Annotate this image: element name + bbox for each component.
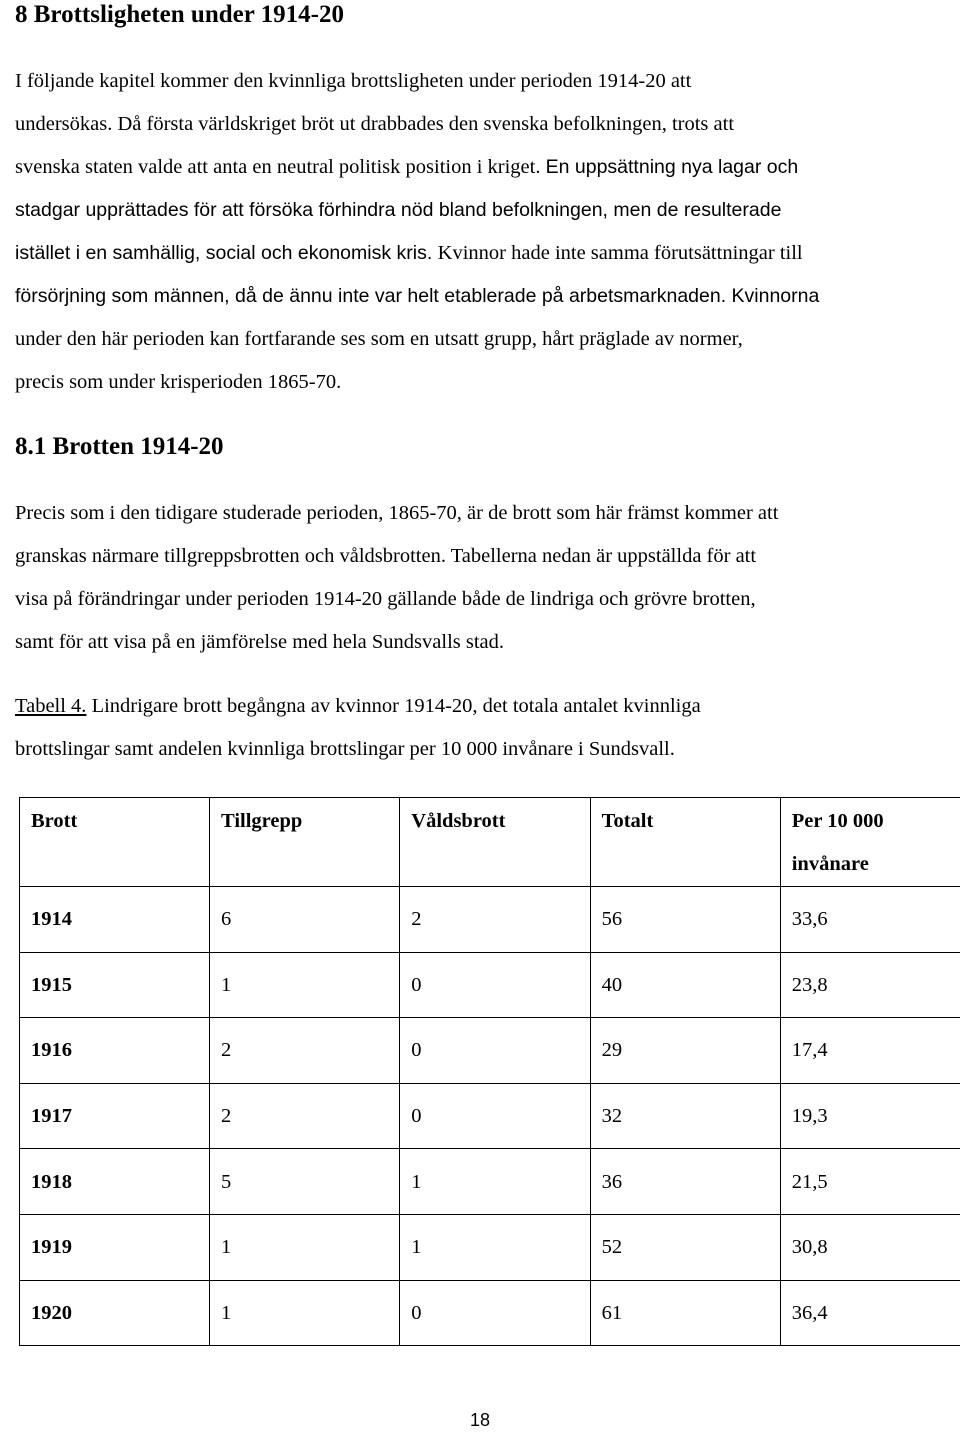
section-heading: 8.1 Brotten 1914-20 <box>15 433 224 460</box>
year-cell: 1915 <box>20 952 210 1018</box>
table-cell: 1 <box>210 1214 400 1280</box>
year-cell: 1919 <box>20 1214 210 1280</box>
year-cell: 1920 <box>20 1280 210 1346</box>
paragraph-line: svenska staten valde att anta en neutral politisk position i kriget. En uppsättning nya lagar och <box>15 156 799 178</box>
table-cell: 40 <box>590 952 780 1018</box>
table-cell: 2 <box>210 1083 400 1149</box>
section-paragraph <box>15 492 955 664</box>
table-cell: 33,6 <box>780 887 960 953</box>
table-cell: 1 <box>400 1214 590 1280</box>
table-cell: 52 <box>590 1214 780 1280</box>
paragraph-line: precis som under krisperioden 1865-70. <box>15 371 342 393</box>
table-row <box>20 1018 960 1084</box>
header-cell: Per 10 000 invånare <box>780 798 960 887</box>
intro-paragraph <box>15 60 955 404</box>
paragraph-line: under den här perioden kan fortfarande ses som en utsatt grupp, hårt präglade av normer, <box>15 328 743 350</box>
table-cell: 0 <box>400 1083 590 1149</box>
table-cell: 19,3 <box>780 1083 960 1149</box>
paragraph-line: samt för att visa på en jämförelse med hela Sundsvalls stad. <box>15 631 505 653</box>
paragraph-line: istället i en samhällig, social och ekonomisk kris. Kvinnor hade inte samma förutsättningar till <box>15 242 803 264</box>
table-cell: 2 <box>400 887 590 953</box>
table-row <box>20 1214 960 1280</box>
table-cell: 32 <box>590 1083 780 1149</box>
paragraph-line: stadgar upprättades för att försöka förhindra nöd bland befolkningen, men de resulterade <box>15 199 782 221</box>
paragraph-line: I följande kapitel kommer den kvinnliga brottsligheten under perioden 1914-20 att <box>15 70 692 92</box>
caption-label: Tabell 4. <box>15 695 87 717</box>
crime-table <box>19 797 960 1346</box>
paragraph-line: granskas närmare tillgreppsbrotten och våldsbrotten. Tabellerna nedan är uppställda för att <box>15 545 757 567</box>
paragraph-line: Precis som i den tidigare studerade perioden, 1865-70, är de brott som här främst kommer att <box>15 502 779 524</box>
year-cell: 1917 <box>20 1083 210 1149</box>
table-cell: 61 <box>590 1280 780 1346</box>
paragraph-line: visa på förändringar under perioden 1914-20 gällande både de lindriga och grövre brotten, <box>15 588 756 610</box>
year-cell: 1918 <box>20 1149 210 1215</box>
table-cell: 0 <box>400 952 590 1018</box>
table-caption <box>15 685 955 771</box>
table-cell: 21,5 <box>780 1149 960 1215</box>
table-row <box>20 887 960 953</box>
caption-line: Tabell 4. Lindrigare brott begångna av kvinnor 1914-20, det totala antalet kvinnliga <box>15 695 701 717</box>
table-cell: 36 <box>590 1149 780 1215</box>
caption-line: brottslingar samt andelen kvinnliga brottslingar per 10 000 invånare i Sundsvall. <box>15 738 675 760</box>
table-cell: 29 <box>590 1018 780 1084</box>
table-cell: 17,4 <box>780 1018 960 1084</box>
table-row <box>20 1280 960 1346</box>
table-header-row <box>20 798 960 887</box>
table-row <box>20 1083 960 1149</box>
header-cell: Brott <box>20 798 210 887</box>
header-cell: Våldsbrott <box>400 798 590 887</box>
table-row <box>20 1149 960 1215</box>
header-cell: Totalt <box>590 798 780 887</box>
chapter-heading: 8 Brottsligheten under 1914-20 <box>15 1 344 28</box>
table-cell: 0 <box>400 1280 590 1346</box>
table-cell: 6 <box>210 887 400 953</box>
table-cell: 1 <box>210 952 400 1018</box>
table-cell: 0 <box>400 1018 590 1084</box>
table-cell: 23,8 <box>780 952 960 1018</box>
table-cell: 56 <box>590 887 780 953</box>
table-cell: 36,4 <box>780 1280 960 1346</box>
table-row <box>20 952 960 1018</box>
paragraph-line: försörjning som männen, då de ännu inte var helt etablerade på arbetsmarknaden. Kvinnorna <box>15 285 820 307</box>
page-number: 18 <box>469 1410 491 1430</box>
table-cell: 1 <box>400 1149 590 1215</box>
paragraph-line: undersökas. Då första världskriget bröt ut drabbades den svenska befolkningen, trots att <box>15 113 735 135</box>
year-cell: 1914 <box>20 887 210 953</box>
year-cell: 1916 <box>20 1018 210 1084</box>
table-cell: 2 <box>210 1018 400 1084</box>
table-cell: 1 <box>210 1280 400 1346</box>
table-cell: 30,8 <box>780 1214 960 1280</box>
header-cell: Tillgrepp <box>210 798 400 887</box>
table-cell: 5 <box>210 1149 400 1215</box>
